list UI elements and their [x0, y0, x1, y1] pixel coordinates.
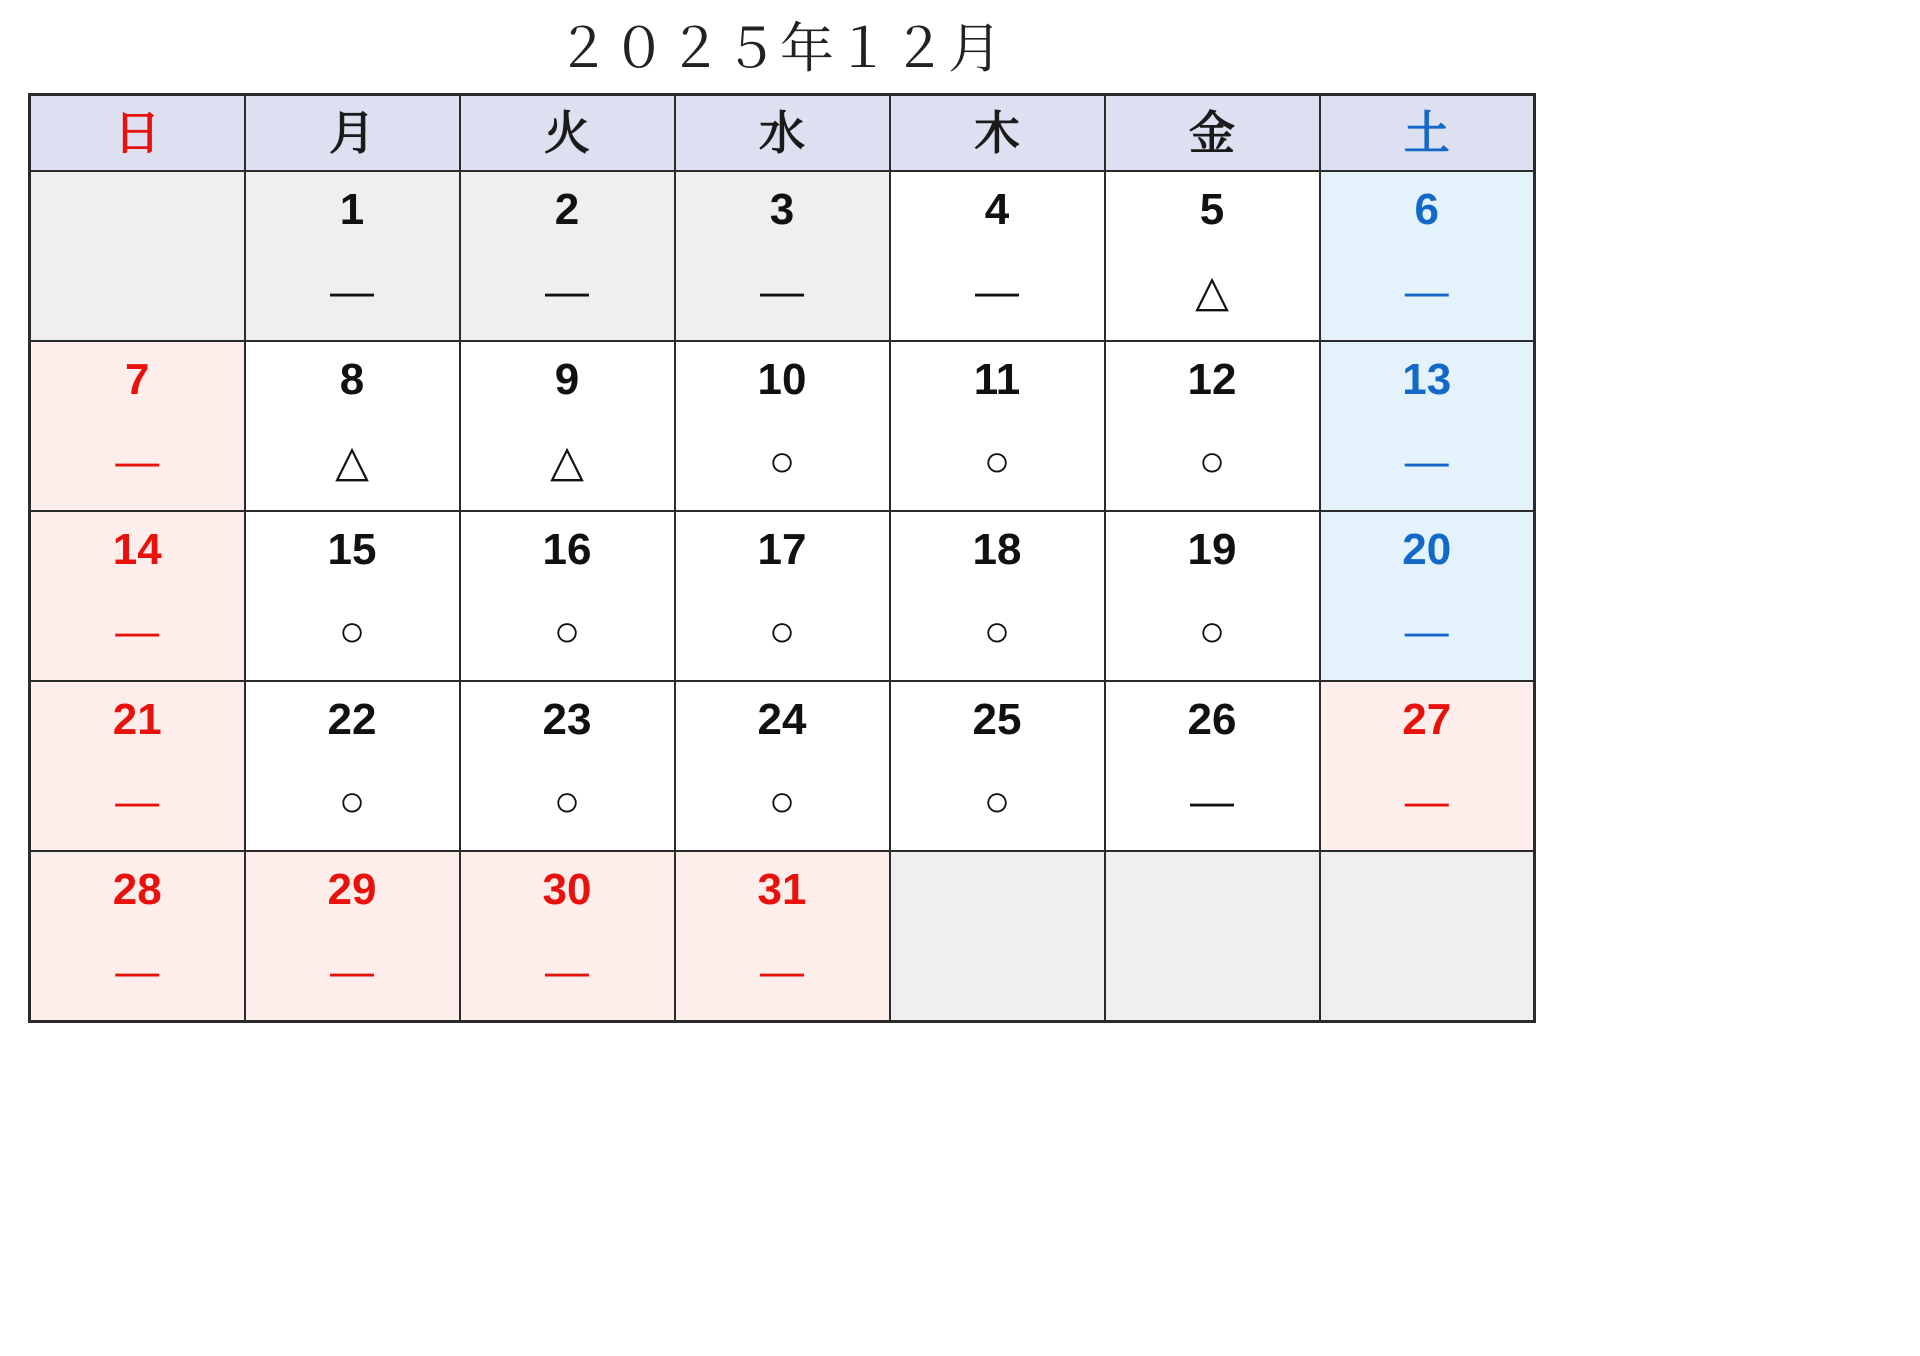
calendar-day-cell[interactable]	[245, 171, 460, 341]
calendar-empty-cell	[1105, 851, 1320, 1022]
availability-mark: ○	[983, 437, 1011, 486]
day-number: 8	[339, 355, 365, 404]
calendar-day-cell[interactable]	[30, 681, 245, 851]
calendar-day-cell[interactable]	[1105, 511, 1320, 681]
calendar-day-cell[interactable]	[890, 171, 1105, 341]
day-number: 10	[757, 355, 807, 404]
day-number: 16	[542, 525, 592, 574]
day-number	[1321, 852, 1534, 868]
day-number: 7	[125, 355, 150, 404]
day-number: 24	[757, 695, 807, 744]
availability-mark: △	[335, 437, 369, 486]
weekday-header-5: 金	[1105, 95, 1320, 172]
calendar-header-row	[30, 95, 1535, 172]
availability-mark	[1321, 868, 1534, 906]
availability-mark: ○	[338, 607, 366, 656]
availability-mark: ―	[760, 267, 804, 316]
availability-mark: ―	[760, 947, 804, 996]
calendar-day-cell[interactable]	[675, 171, 890, 341]
weekday-header-1: 月	[245, 95, 460, 172]
day-number: 19	[1187, 525, 1237, 574]
calendar-day-cell[interactable]	[30, 341, 245, 511]
calendar-body	[30, 171, 1535, 1022]
day-number	[891, 852, 1104, 868]
availability-mark: ―	[1190, 777, 1234, 826]
day-number: 23	[542, 695, 592, 744]
calendar-day-cell[interactable]	[245, 681, 460, 851]
weekday-header-3: 水	[675, 95, 890, 172]
calendar-container	[28, 93, 1588, 1023]
calendar-day-cell[interactable]	[890, 511, 1105, 681]
calendar-day-cell[interactable]	[1320, 341, 1535, 511]
calendar-day-cell[interactable]	[460, 511, 675, 681]
availability-mark	[31, 188, 244, 226]
calendar-day-cell[interactable]	[245, 851, 460, 1022]
availability-mark	[1106, 868, 1319, 906]
calendar-day-cell[interactable]	[1320, 681, 1535, 851]
weekday-header-6: 土	[1320, 95, 1535, 172]
day-number: 11	[973, 355, 1021, 404]
calendar-day-cell[interactable]	[460, 341, 675, 511]
availability-mark: ―	[1404, 437, 1449, 486]
calendar-week-row	[30, 511, 1535, 681]
day-number: 12	[1187, 355, 1237, 404]
day-number: 20	[1402, 525, 1452, 574]
availability-mark: ―	[115, 607, 160, 656]
calendar-day-cell[interactable]	[1320, 171, 1535, 341]
availability-mark: ○	[553, 607, 581, 656]
day-number: 28	[112, 865, 162, 914]
weekday-header-2: 火	[460, 95, 675, 172]
day-number: 5	[1199, 185, 1225, 234]
day-number: 6	[1414, 185, 1439, 234]
day-number: 18	[972, 525, 1022, 574]
calendar-week-row	[30, 681, 1535, 851]
availability-mark: ―	[545, 947, 589, 996]
availability-mark: △	[1195, 267, 1229, 316]
calendar-day-cell[interactable]	[890, 681, 1105, 851]
day-number: 26	[1187, 695, 1237, 744]
calendar-day-cell[interactable]	[460, 171, 675, 341]
day-number: 27	[1402, 695, 1452, 744]
availability-mark	[891, 868, 1104, 906]
calendar-week-row	[30, 851, 1535, 1022]
calendar-day-cell[interactable]	[460, 681, 675, 851]
calendar-day-cell[interactable]	[30, 851, 245, 1022]
availability-mark: ―	[115, 437, 160, 486]
availability-mark: ○	[338, 777, 366, 826]
day-number: 29	[327, 865, 377, 914]
availability-mark: ―	[1404, 607, 1449, 656]
day-number: 21	[112, 695, 162, 744]
availability-mark: ○	[1198, 437, 1226, 486]
day-number: 2	[554, 185, 580, 234]
availability-mark: ○	[768, 777, 796, 826]
availability-mark: ○	[768, 437, 796, 486]
day-number: 25	[972, 695, 1022, 744]
calendar-week-row	[30, 341, 1535, 511]
availability-mark: ―	[975, 267, 1019, 316]
calendar-week-row	[30, 171, 1535, 341]
calendar-day-cell[interactable]	[1105, 681, 1320, 851]
availability-mark: ○	[983, 607, 1011, 656]
availability-mark: ―	[1404, 777, 1449, 826]
calendar-empty-cell	[890, 851, 1105, 1022]
day-number: 30	[542, 865, 592, 914]
calendar-day-cell[interactable]	[245, 511, 460, 681]
calendar-day-cell[interactable]	[890, 341, 1105, 511]
availability-mark: ―	[1404, 267, 1449, 316]
calendar-empty-cell	[30, 171, 245, 341]
calendar-day-cell[interactable]	[675, 511, 890, 681]
day-number: 1	[339, 185, 365, 234]
calendar-day-cell[interactable]	[460, 851, 675, 1022]
weekday-header-0: 日	[30, 95, 245, 172]
calendar-day-cell[interactable]	[1320, 511, 1535, 681]
calendar-day-cell[interactable]	[245, 341, 460, 511]
availability-mark: ―	[115, 777, 160, 826]
day-number: 9	[554, 355, 580, 404]
day-number: 22	[327, 695, 377, 744]
day-number: 13	[1402, 355, 1452, 404]
calendar-day-cell[interactable]	[1105, 341, 1320, 511]
calendar-day-cell[interactable]	[675, 851, 890, 1022]
page-title: ２０２５年１２月	[556, 19, 1004, 79]
calendar-day-cell[interactable]	[30, 511, 245, 681]
availability-mark: ―	[330, 267, 374, 316]
day-number: 31	[757, 865, 807, 914]
availability-mark: ○	[768, 607, 796, 656]
day-number	[31, 172, 244, 188]
calendar-day-cell[interactable]	[675, 681, 890, 851]
availability-mark: ―	[545, 267, 589, 316]
calendar-table	[28, 93, 1536, 1023]
availability-mark: ○	[983, 777, 1011, 826]
calendar-empty-cell	[1320, 851, 1535, 1022]
calendar-day-cell[interactable]	[1105, 171, 1320, 341]
calendar-day-cell[interactable]	[675, 341, 890, 511]
day-number: 17	[757, 525, 807, 574]
availability-mark: ○	[1198, 607, 1226, 656]
day-number: 3	[769, 185, 795, 234]
day-number	[1106, 852, 1319, 868]
day-number: 15	[327, 525, 377, 574]
availability-mark: △	[550, 437, 584, 486]
day-number: 4	[984, 185, 1010, 234]
availability-mark: ○	[553, 777, 581, 826]
availability-mark: ―	[115, 947, 160, 996]
availability-mark: ―	[330, 947, 374, 996]
weekday-header-4: 木	[890, 95, 1105, 172]
day-number: 14	[112, 525, 162, 574]
